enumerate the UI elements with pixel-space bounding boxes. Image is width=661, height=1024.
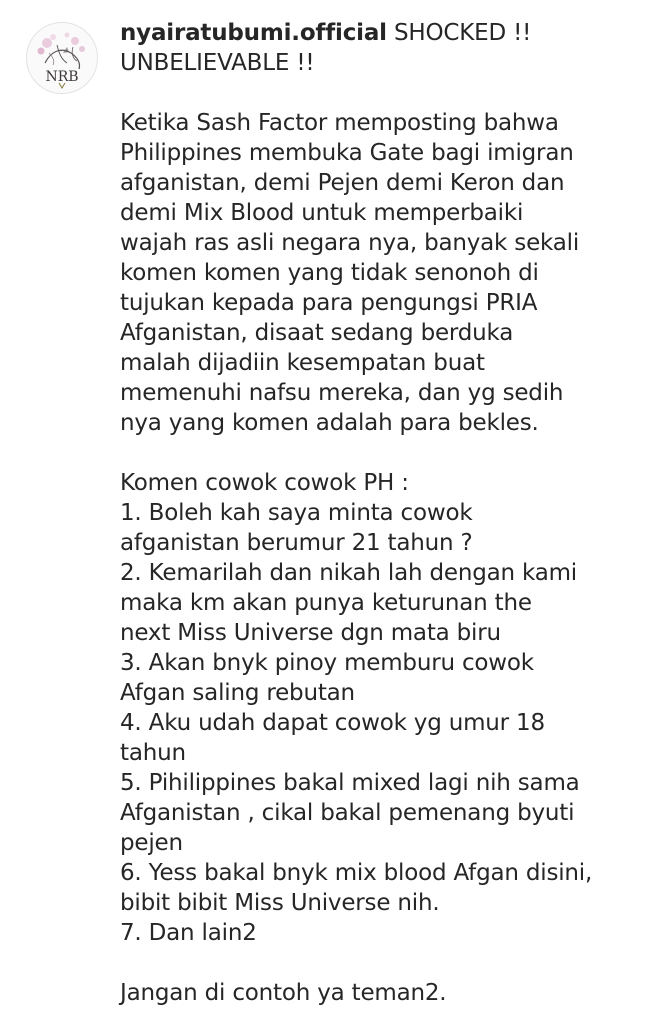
caption-text: SHOCKED !! UNBELIEVABLE !! Ketika Sash Factor memposting bahwa Philippines membuka Gate bagi imigran afganistan, demi Pejen demi Keron dan demi Mix Blood untuk memperbaiki wajah ras asli negara nya, banyak sekali komen komen yang tidak senonoh di tujukan kepada para pengungsi PRIA Afganistan, disaat sedang berduka malah dijadiin kesempatan buat memenuhi nafsu mereka, dan yg sedih nya yang komen adalah para bekles. Komen cowok cowok PH : 1. Boleh kah saya minta cowok afganistan berumur 21 tahun ? 2. Kemarilah dan nikah lah dengan kami maka km akan punya keturunan the next Miss Universe dgn mata biru 3. Akan bnyk pinoy memburu cowok Afgan saling rebutan 4. Aku udah dapat cowok yg umur 18 tahun 5. Pihilippines bakal mixed lagi nih sama Afganistan , cikal bakal pemenang byuti pejen 6. Yess bakal bnyk mix blood Afgan disini, bibit bibit Miss Universe nih. 7. Dan lain2 Jangan di contoh ya teman2.	[120, 20, 593, 1006]
profile-avatar[interactable]	[26, 22, 98, 94]
post-caption	[120, 18, 640, 1008]
username-link[interactable]: nyairatubumi.official	[120, 20, 387, 46]
avatar-monogram: NRB	[45, 69, 79, 85]
profile-avatar-icon	[27, 23, 97, 93]
